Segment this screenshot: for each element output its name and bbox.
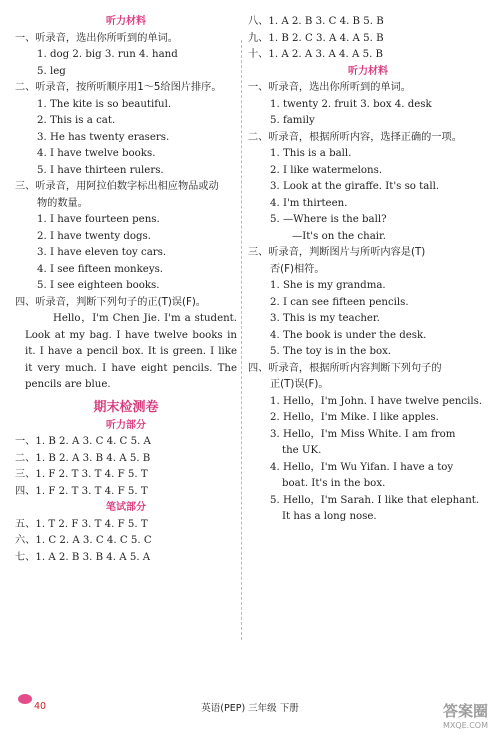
- section-1-title: 一、听录音，选出你所听到的单词。: [15, 32, 178, 44]
- section-3-title: 三、听录音，判断图片与所听内容是(T): [248, 247, 426, 258]
- watermark-url: MXQE.COM: [442, 721, 488, 730]
- answer-row: 六、1. C 2. A 3. C 4. C 5. C: [15, 535, 152, 547]
- list-item: 2. I have twenty dogs.: [37, 230, 152, 242]
- list-item: 1. She is my grandma.: [270, 280, 386, 291]
- list-item: 5. I have thirteen rulers.: [37, 164, 164, 176]
- list-item: 1. I have fourteen pens.: [37, 214, 160, 225]
- list-item: 3. This is my teacher.: [270, 313, 380, 324]
- right-column: [248, 14, 488, 526]
- section-2-title: 二、听录音，根据所听内容，选择正确的一项。: [248, 131, 462, 143]
- list-item: 3. Hello，I'm Miss White. I am from: [270, 428, 456, 440]
- list-item: 1. The kite is so beautiful.: [37, 98, 172, 110]
- list-item: 2. I like watermelons.: [270, 164, 383, 176]
- section-4-title: 四、听录音，根据所听内容判断下列句子的: [248, 362, 442, 374]
- left-column: [15, 14, 237, 566]
- list-item: 2. I can see fifteen pencils.: [270, 296, 409, 308]
- list-item: 4. I'm thirteen.: [270, 197, 348, 209]
- list-item: 4. I see fifteen monkeys.: [37, 263, 164, 275]
- listening-paragraph: Hello，I'm Chen Jie. I'm a student. Look at my bag. I have twelve books in it. I have a pencil box. It is green. I like it very much. I have eight pencils. The pencils are blue.: [25, 313, 237, 391]
- answer-row: 二、1. B 2. A 3. B 4. A 5. B: [15, 452, 151, 464]
- answer-row: 八、1. A 2. B 3. C 4. B 5. B: [248, 16, 384, 27]
- list-item: 5. I see eighteen books.: [37, 280, 160, 291]
- section-4-title: 四、听录音，判断下列句子的正(T)误(F)。: [15, 296, 206, 308]
- answer-row: 三、1. F 2. T 3. T 4. F 5. T: [15, 469, 148, 481]
- answer-row: 九、1. B 2. C 3. A 4. A 5. B: [248, 32, 384, 44]
- list-item: 5. The toy is in the box.: [270, 346, 392, 357]
- watermark-logo: [408, 700, 488, 736]
- page-number: 40: [28, 698, 52, 716]
- list-item: 3. He has twenty erasers.: [37, 131, 170, 143]
- list-item: 5. Hello，I'm Sarah. I like that elephant.: [270, 494, 480, 506]
- listening-part-heading: 听力部分: [106, 419, 146, 431]
- list-item: 1. This is a ball.: [270, 148, 352, 159]
- section-1-line: 5. leg: [37, 65, 66, 77]
- section-1-title: 一、听录音，选出你所听到的单词。: [248, 82, 411, 93]
- written-part-heading: 笔试部分: [106, 502, 146, 514]
- list-item-reply: —It's on the chair.: [292, 230, 387, 242]
- section-3-title-cont: 否(F)相符。: [270, 263, 325, 275]
- listening-material-heading: 听力材料: [106, 16, 146, 27]
- list-item-cont: boat. It's in the box.: [282, 478, 386, 489]
- answer-row: 七、1. A 2. B 3. B 4. A 5. A: [15, 551, 151, 563]
- watermark-title: 答案圈: [442, 702, 488, 720]
- section-1-line: 1. dog 2. big 3. run 4. hand: [37, 49, 178, 60]
- list-item: 1. Hello，I'm John. I have twelve pencils.: [270, 395, 483, 407]
- section-1-line: 5. family: [270, 115, 315, 126]
- list-item: 4. Hello，I'm Wu Yifan. I have a toy: [270, 461, 454, 473]
- footer-text: 英语(PEP) 三年级 下册: [201, 703, 299, 714]
- section-2-title: 二、听录音，按所听顺序用1～5给图片排序。: [15, 82, 222, 93]
- section-3-title-cont: 物的数量。: [37, 197, 88, 209]
- list-item: 4. I have twelve books.: [37, 148, 156, 159]
- answer-row: 一、1. B 2. A 3. C 4. C 5. A: [15, 436, 151, 448]
- section-4-title-cont: 正(T)误(F)。: [270, 379, 329, 390]
- column-divider: [241, 40, 242, 640]
- final-exam-title: 期末检测卷: [93, 399, 159, 415]
- answer-row: 四、1. F 2. T 3. T 4. F 5. T: [15, 485, 148, 497]
- list-item: 2. Hello，I'm Mike. I like apples.: [270, 412, 439, 423]
- section-1-line: 1. twenty 2. fruit 3. box 4. desk: [270, 98, 432, 110]
- listening-material-heading: 听力材料: [348, 65, 388, 77]
- section-3-title: 三、听录音，用阿拉伯数字标出相应物品或动: [15, 181, 219, 192]
- list-item: 5. —Where is the ball?: [270, 214, 387, 225]
- list-item: 3. I have eleven toy cars.: [37, 247, 167, 258]
- list-item: 2. This is a cat.: [37, 115, 116, 126]
- list-item-cont: the UK.: [282, 445, 322, 456]
- list-item: 3. Look at the giraffe. It's so tall.: [270, 181, 440, 192]
- answer-row: 五、1. T 2. F 3. T 4. F 5. T: [15, 518, 148, 530]
- list-item: 4. The book is under the desk.: [270, 329, 427, 341]
- list-item-cont: It has a long nose.: [282, 511, 377, 522]
- answer-row: 十、1. A 2. A 3. A 4. A 5. B: [248, 49, 384, 60]
